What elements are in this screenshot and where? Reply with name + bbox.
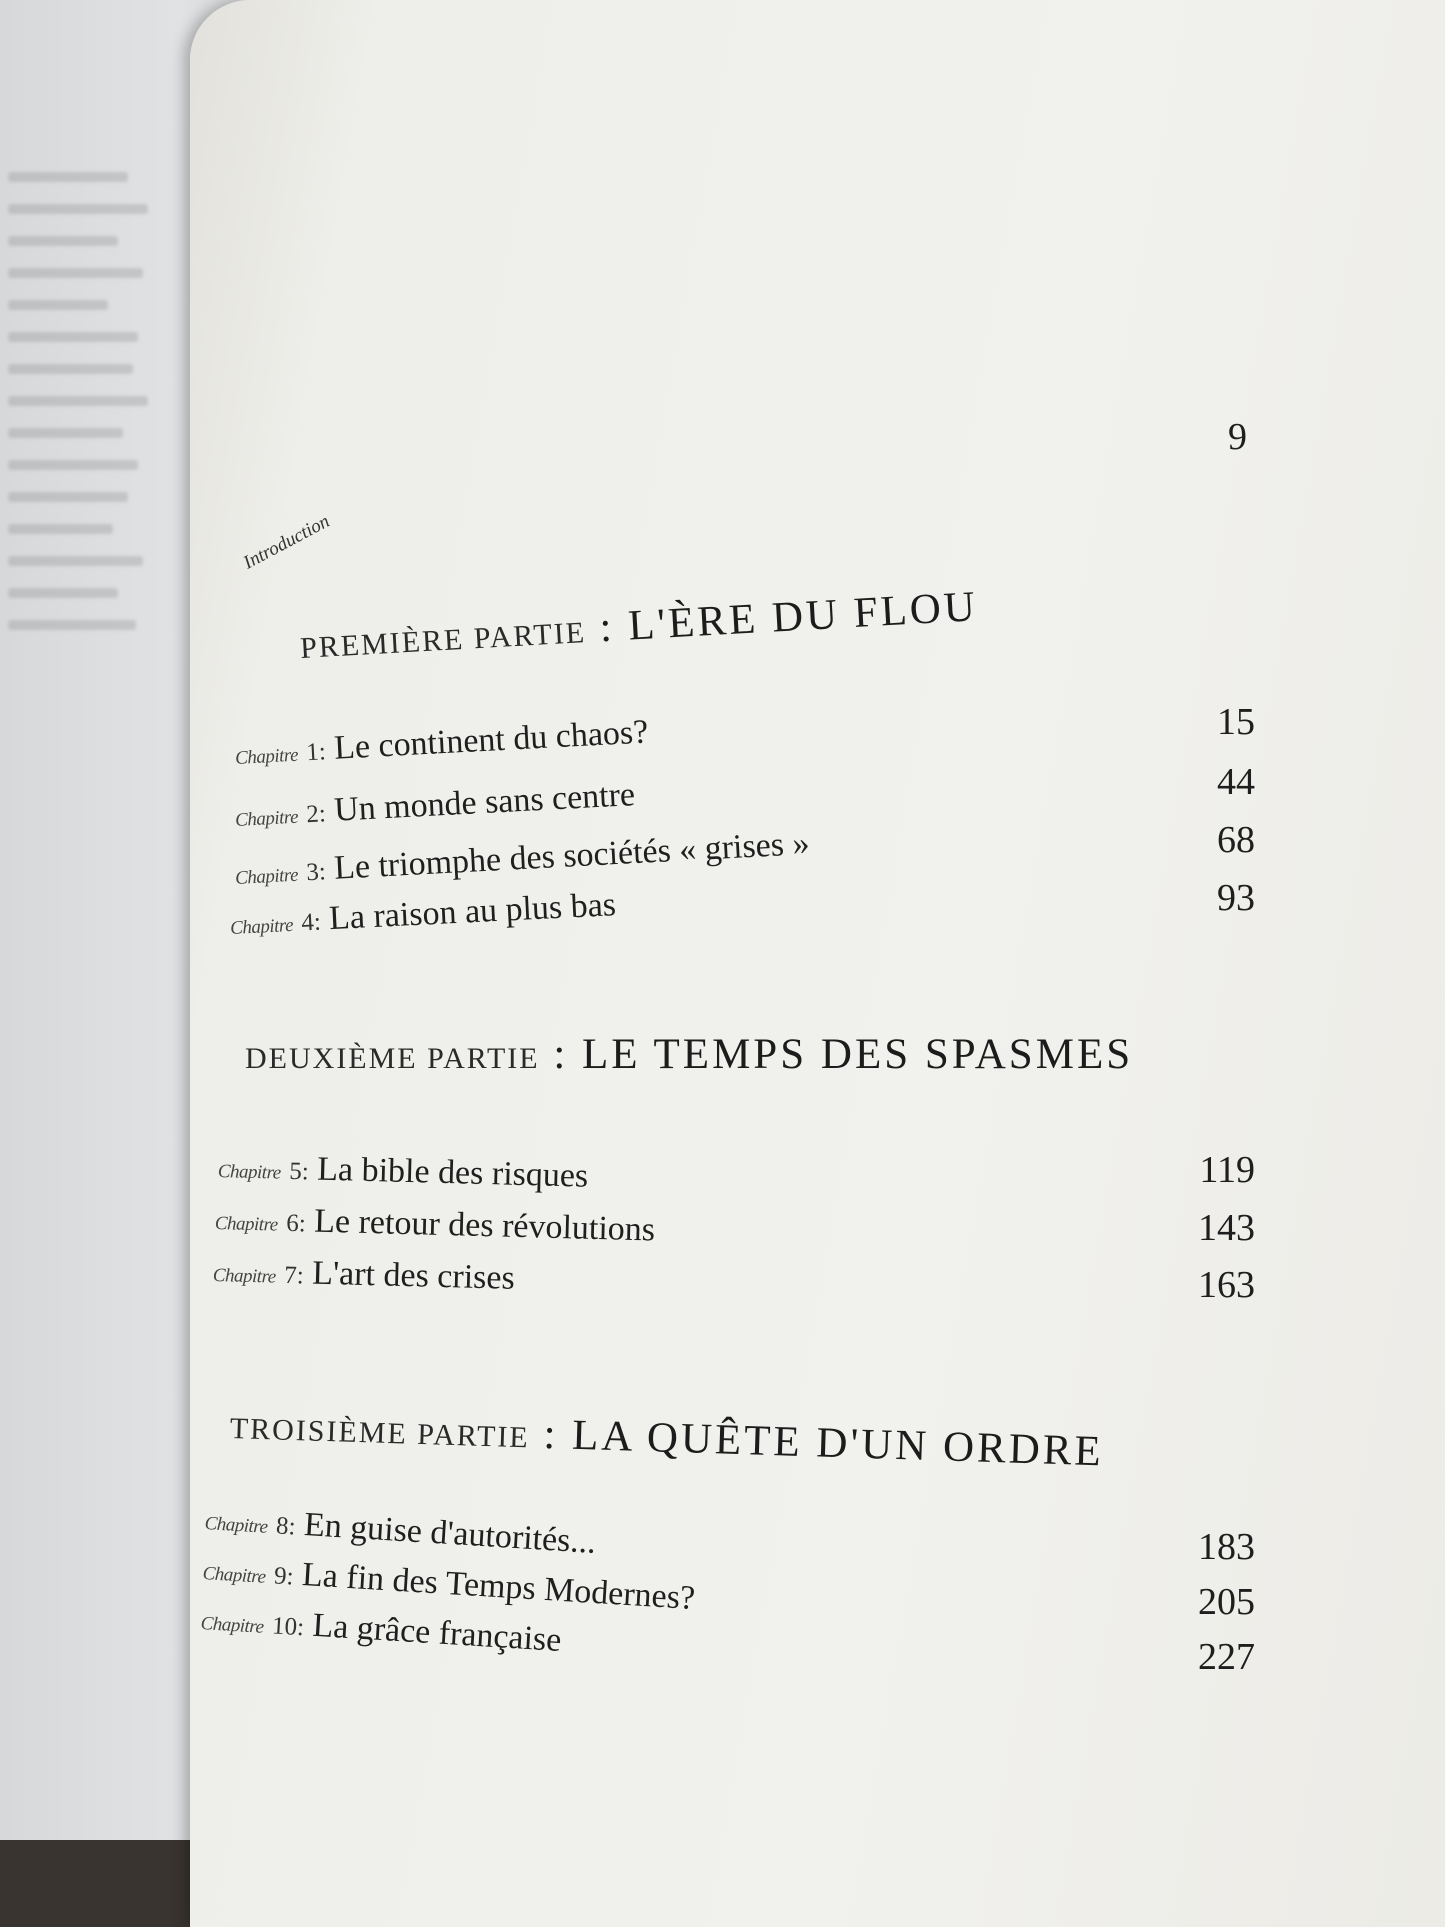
page-number: 205 (1198, 1581, 1255, 1623)
toc-entry[interactable]: Chapitre 7: L'art des crises (212, 1254, 516, 1297)
page-number: 227 (1198, 1636, 1255, 1678)
chapter-title: En guise d'autorités... (303, 1506, 597, 1561)
toc-entry[interactable]: Chapitre 2: Un monde sans centre (234, 776, 636, 831)
chapter-label: Chapitre (200, 1613, 265, 1638)
chapter-title: L'art des crises (311, 1254, 516, 1297)
chapter-number: 3 (305, 858, 320, 887)
intro-page-number: 9 (1228, 416, 1247, 458)
part-title-lead: PREMIÈRE PARTIE (299, 616, 587, 665)
toc-entry[interactable]: Chapitre 6: Le retour des révolutions (214, 1202, 656, 1249)
chapter-title: Le triomphe des sociétés « grises » (333, 824, 811, 887)
intro-label: Introduction (240, 510, 334, 574)
part-title-rest: : L'ÈRE DU FLOU (598, 583, 980, 652)
chapter-label: Chapitre (212, 1265, 276, 1288)
toc-entry[interactable]: Chapitre 9: La fin des Temps Modernes? (202, 1556, 697, 1618)
chapter-label: Chapitre (204, 1513, 269, 1538)
page-number: 68 (1217, 819, 1255, 861)
chapter-label: Chapitre (202, 1563, 267, 1588)
page-number: 183 (1198, 1526, 1255, 1568)
chapter-number: 8 (275, 1512, 290, 1541)
chapter-title: La raison au plus bas (328, 886, 617, 938)
chapter-label: Chapitre (234, 744, 299, 769)
part-title-rest: : LE TEMPS DES SPASMES (553, 1031, 1134, 1078)
part-title-2 (245, 1030, 1133, 1079)
chapter-number: 6 (285, 1209, 300, 1238)
page-number: 15 (1217, 701, 1255, 743)
chapter-title: Le continent du chaos? (333, 713, 650, 767)
chapter-number: 4 (300, 908, 315, 937)
toc-entry[interactable]: Chapitre 3: Le triomphe des sociétés « grises » (234, 824, 811, 889)
chapter-label: Chapitre (229, 914, 294, 939)
toc-entry[interactable]: Chapitre 10: La grâce française (200, 1606, 563, 1660)
page-number: 119 (1199, 1149, 1255, 1191)
page-number: 44 (1217, 761, 1255, 803)
chapter-label: Chapitre (234, 864, 299, 889)
part-title-rest: : LA QUÊTE D'UN ORDRE (542, 1410, 1105, 1476)
bleed-through-text (230, 1360, 239, 1402)
chapter-number: 9 (273, 1562, 288, 1591)
toc-entry[interactable]: Chapitre 1: Le continent du chaos? (234, 713, 650, 769)
part-title-lead: DEUXIÈME PARTIE (245, 1042, 540, 1075)
toc-entry[interactable]: Chapitre 4: La raison au plus bas (229, 886, 617, 939)
left-page-bleed-through (8, 150, 158, 652)
page-number: 93 (1217, 877, 1255, 919)
toc-entry[interactable]: Chapitre 8: En guise d'autorités... (204, 1506, 597, 1561)
chapter-label: Chapitre (214, 1213, 278, 1236)
chapter-number: 1 (305, 738, 320, 767)
chapter-number: 7 (283, 1261, 298, 1290)
chapter-number: 5 (288, 1157, 303, 1186)
chapter-title: La bible des risques (316, 1150, 589, 1195)
chapter-label: Chapitre (234, 806, 299, 831)
chapter-label: Chapitre (217, 1161, 281, 1184)
page-number: 143 (1198, 1207, 1255, 1249)
chapter-title: Le retour des révolutions (313, 1202, 656, 1249)
chapter-number: 10 (271, 1612, 298, 1641)
toc-entry[interactable]: Chapitre 5: La bible des risques (217, 1150, 589, 1195)
chapter-title: La grâce française (311, 1606, 563, 1660)
chapter-number: 2 (305, 800, 320, 829)
page-number: 163 (1198, 1264, 1255, 1306)
part-title-lead: TROISIÈME PARTIE (229, 1412, 531, 1455)
chapter-title: La fin des Temps Modernes? (301, 1556, 697, 1618)
chapter-title: Un monde sans centre (333, 776, 636, 829)
